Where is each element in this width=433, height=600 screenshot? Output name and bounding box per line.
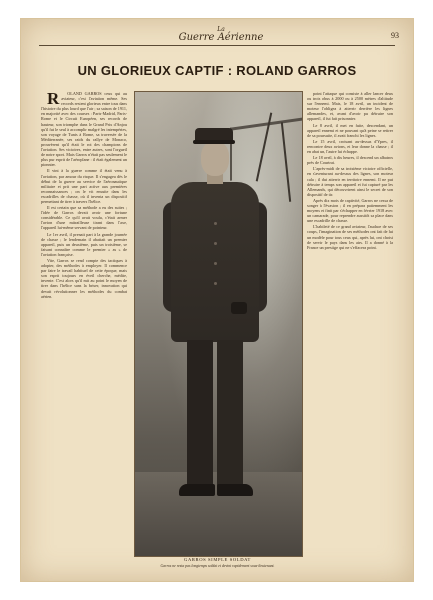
left-paragraph: Le 1er avril, il prenait part à la grande journée de chasse ; le lendemain il abattait un premier appareil, puis un deuxième, puis un troisième, se faisant connaître comme le premier « as » de l'aviation française.	[41, 231, 127, 257]
pilot-right-boot	[217, 484, 253, 496]
right-text-column	[307, 91, 393, 559]
right-paragraph: Après dix mois de captivité, Garros ne cessa de songer à l'évasion ; il en prépara patiemment les moyens et finit par s'échapper en février 1918 avec un camarade, pour reprendre aussitôt sa place dans une escadrille de chasse.	[307, 197, 393, 224]
portrait-photo	[134, 91, 303, 557]
journal-title-name: Guerre Aérienne	[178, 32, 264, 43]
coat-button	[214, 262, 217, 265]
pilot-right-leg	[217, 340, 243, 488]
figure-caption: Garros ne resta pas longtemps soldat et devint rapidement sous-lieutenant.	[160, 564, 275, 568]
right-paragraph: L'après-midi de sa troisième victoire officielle, en s'aventurant au-dessus des lignes, son moteur cala ; il dut atterrir en territoire ennemi. Il ne put détruire à temps son appareil et fut capturé par les Allemands, qui découvrirent ainsi le secret de son dispositif de tir.	[307, 166, 393, 197]
left-paragraph: Il vint à la guerre comme il était venu à l'aviation, par amour du risque. Il s'engagea dès le début de la guerre au service de l'aéronautique militaire et prit une part active aux premières reconnaissances ; on le vit ensuite dans les escadrilles de chasse, où il inventa un dispositif permettant de tirer à travers l'hélice.	[41, 168, 127, 204]
right-paragraph: Le 15 avril, croisant au-dessus d'Ypres, il rencontre deux avions, et leur donne la chasse ; il en abat un, l'autre lui échappe.	[307, 138, 393, 155]
pilot-face	[201, 142, 229, 176]
pilot-gloves	[231, 302, 247, 314]
coat-button	[214, 282, 217, 285]
left-paragraph	[41, 91, 127, 167]
left-paragraph: Vite, Garros se rend compte des tactiques à adopter, des méthodes à employer. Il commence par faire le travail habituel de cette époque, mais son esprit toujours en éveil cherche, médite, invente. C'est alors qu'il mit au point le moyen de tirer dans l'hélice sans la briser, innovation qui devait révolutionner les méthodes du combat aérien.	[41, 258, 127, 299]
journal-title-article: La	[217, 26, 225, 33]
left-paragraph-text: OLAND GARROS ceux qui au aviateur, c'est l'aviation même. Ses records restent glorieux entre tous dans l'histoire du plus lourd que l'air ; sa saison de 1911, en majorité avec des courses : Paris-Madrid, Paris-Rome et le Circuit Européen, ses records de hauteur, son triomphe dans le Grand Prix d'Anjou qu'il fut le seul à accomplir malgré les intempéries, son voyage de Tunis à Rome, sa traversée de la Méditerranée, ses raids du rallye de Monaco, prouvèrent qu'il était le roi des champions de l'aviation. Ses victoires, entre autres, sont l'orgueil de notre sport. Mais Garros n'était pas seulement le plus pur esprit de l'aéroplane : il était également un pionnier.	[41, 91, 127, 168]
left-text-column	[41, 91, 127, 559]
pilot-left-leg	[187, 340, 213, 488]
figure-title: GARROS SIMPLE SOLDAT	[184, 557, 251, 562]
coat-button	[214, 222, 217, 225]
journal-title	[161, 27, 281, 43]
pilot-left-boot	[179, 484, 215, 496]
kepi-brim	[193, 140, 235, 144]
article-headline: UN GLORIEUX CAPTIF : ROLAND GARROS	[77, 63, 357, 78]
running-head	[21, 27, 413, 49]
drop-cap: R	[47, 91, 60, 108]
right-paragraph: L'habileté de ce grand aviateur, l'audace de ses coups, l'imagination de ses méthodes ont fait de lui un modèle pour tous ceux qui, après lui, ont choisi de servir le pays dans les airs. Il a donné à la France un prestige qui ne s'effacera point.	[307, 224, 393, 250]
right-paragraph: Le 8 avril, il met en fuite, descendant, un appareil ennemi et ne pouvant qu'à peine se retirer de sa poursuite, il avait franchi les lignes.	[307, 122, 393, 138]
magazine-page	[20, 18, 414, 582]
left-paragraph: Il est certain que sa méthode a eu des suites ; l'idée de Garros devait avoir une fortune considérable. Ce qu'il avait voulu, c'était armer l'avion d'une mitrailleuse tirant dans l'axe, l'appareil lui-même servant de pointeur.	[41, 205, 127, 231]
page-number: 93	[391, 31, 399, 40]
header-rule	[39, 45, 395, 46]
right-paragraph: Le 18 avril, à dix heures, il descend un albatros près de Courtrai.	[307, 155, 393, 166]
right-paragraph: point l'attaque qui consiste à aller lancer deux ou trois obus à 2000 ou à 2500 mètres d'altitude sur l'ennemi. Mais, le 18 avril, un incident de moteur l'obligea à atterrir derrière les lignes allemandes, et, avant d'avoir pu détruire son appareil, il fut fait prisonnier.	[307, 91, 393, 122]
coat-button	[214, 242, 217, 245]
